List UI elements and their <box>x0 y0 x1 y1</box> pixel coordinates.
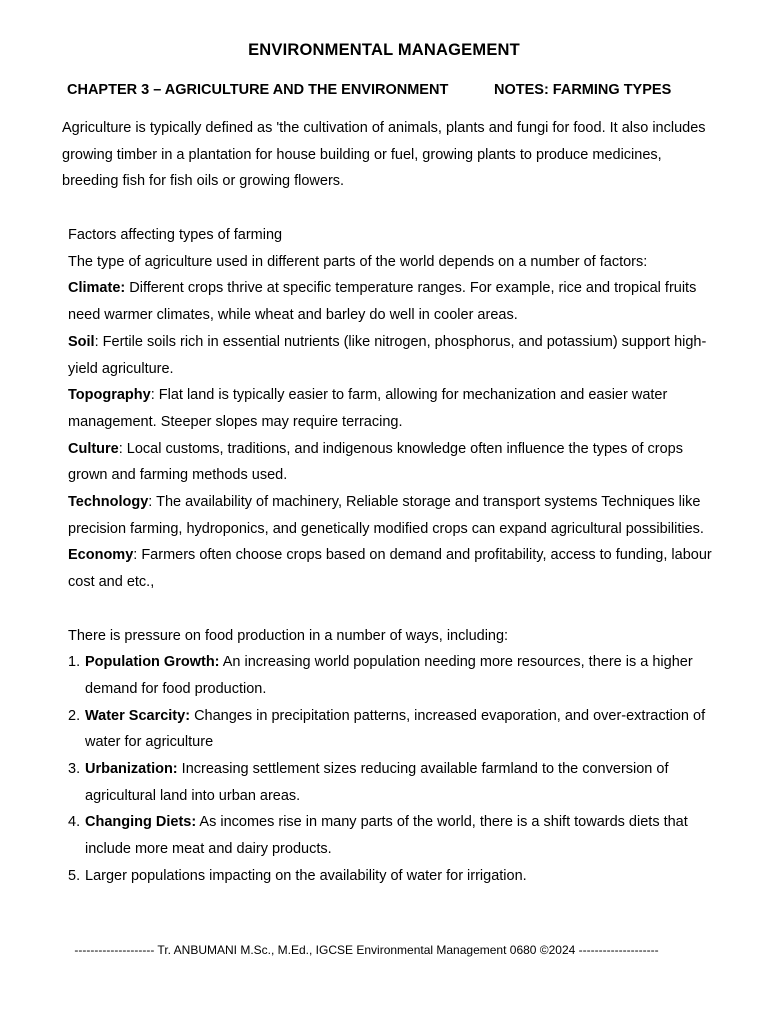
factor-item <box>68 382 713 435</box>
factor-item <box>68 275 713 328</box>
factor-item <box>68 489 713 542</box>
pressure-list <box>68 649 713 889</box>
factor-term: Culture <box>68 440 119 457</box>
pressure-term: Population Growth: <box>85 654 220 671</box>
list-item <box>68 809 713 862</box>
list-item <box>68 649 713 702</box>
page-footer: -------------------- Tr. ANBUMANI M.Sc., M.Ed., IGCSE Environmental Management 0680 ©2024 -------------------- <box>74 943 659 957</box>
pressure-text: An increasing world population needing more resources, there is a higher demand for food production. <box>85 654 693 697</box>
notes-label: NOTES: FARMING TYPES <box>494 82 672 98</box>
list-number: 3. <box>68 761 81 778</box>
factor-item <box>68 542 713 595</box>
list-number: 4. <box>68 814 81 831</box>
body-section <box>68 222 713 890</box>
paragraph-gap <box>68 596 713 623</box>
factors-heading: Factors affecting types of farming <box>68 227 283 243</box>
pressure-text: Larger populations impacting on the availability of water for irrigation. <box>85 867 527 884</box>
factor-term: Technology <box>68 494 149 511</box>
list-number: 5. <box>68 867 81 884</box>
pressure-text: Changes in precipitation patterns, increased evaporation, and over-extraction of water for agriculture <box>85 707 706 751</box>
factor-text: : Fertile soils rich in essential nutrients (like nitrogen, phosphorus, and potassium) support high-yield agriculture. <box>68 333 707 377</box>
factor-item <box>68 329 713 382</box>
factor-text: : The availability of machinery, Reliable storage and transport systems Techniques like precision farming, hydroponics, and genetically modified crops can expand agricultural possibilities. <box>68 494 704 537</box>
factor-term: Soil <box>68 333 95 350</box>
pressure-intro: There is pressure on food production in a number of ways, including: <box>68 627 509 644</box>
factor-text: : Flat land is typically easier to farm, allowing for mechanization and easier water management. Steeper slopes may require terracing. <box>68 387 668 430</box>
factor-text: : Local customs, traditions, and indigenous knowledge often influence the types of crops grown and farming methods used. <box>68 440 683 484</box>
list-number: 2. <box>68 707 81 724</box>
list-number: 1. <box>68 654 81 671</box>
pressure-term: Urbanization: <box>85 761 178 778</box>
factor-term: Topography <box>68 387 151 404</box>
list-item <box>68 703 713 756</box>
factors-intro: The type of agriculture used in different parts of the world depends on a number of factors: <box>68 253 648 270</box>
factor-text: : Farmers often choose crops based on demand and profitability, access to funding, labour cost and etc., <box>68 547 712 591</box>
factor-text: Different crops thrive at specific temperature ranges. For example, rice and tropical fruits need warmer climates, while wheat and barley do well in cooler areas. <box>68 280 697 324</box>
factor-term: Economy <box>68 547 134 564</box>
pressure-term: Water Scarcity: <box>85 707 191 724</box>
document-title: ENVIRONMENTAL MANAGEMENT <box>248 41 520 59</box>
list-item <box>68 756 713 809</box>
pressure-term: Changing Diets: <box>85 814 197 831</box>
factor-item <box>68 436 713 489</box>
factor-term: Climate: <box>68 280 126 297</box>
pressure-text: As incomes rise in many parts of the world, there is a shift towards diets that include more meat and dairy products. <box>85 814 688 858</box>
list-item <box>68 863 713 890</box>
pressure-text: Increasing settlement sizes reducing available farmland to the conversion of agricultural land into urban areas. <box>85 761 669 804</box>
intro-paragraph: Agriculture is typically defined as 'the cultivation of animals, plants and fungi for food. It also includes growing timber in a plantation for house building or fuel, growing plants to produce medicines, breeding fish for fish oils or growing flowers. <box>62 120 706 189</box>
chapter-heading: CHAPTER 3 – AGRICULTURE AND THE ENVIRONMENT <box>67 82 449 98</box>
